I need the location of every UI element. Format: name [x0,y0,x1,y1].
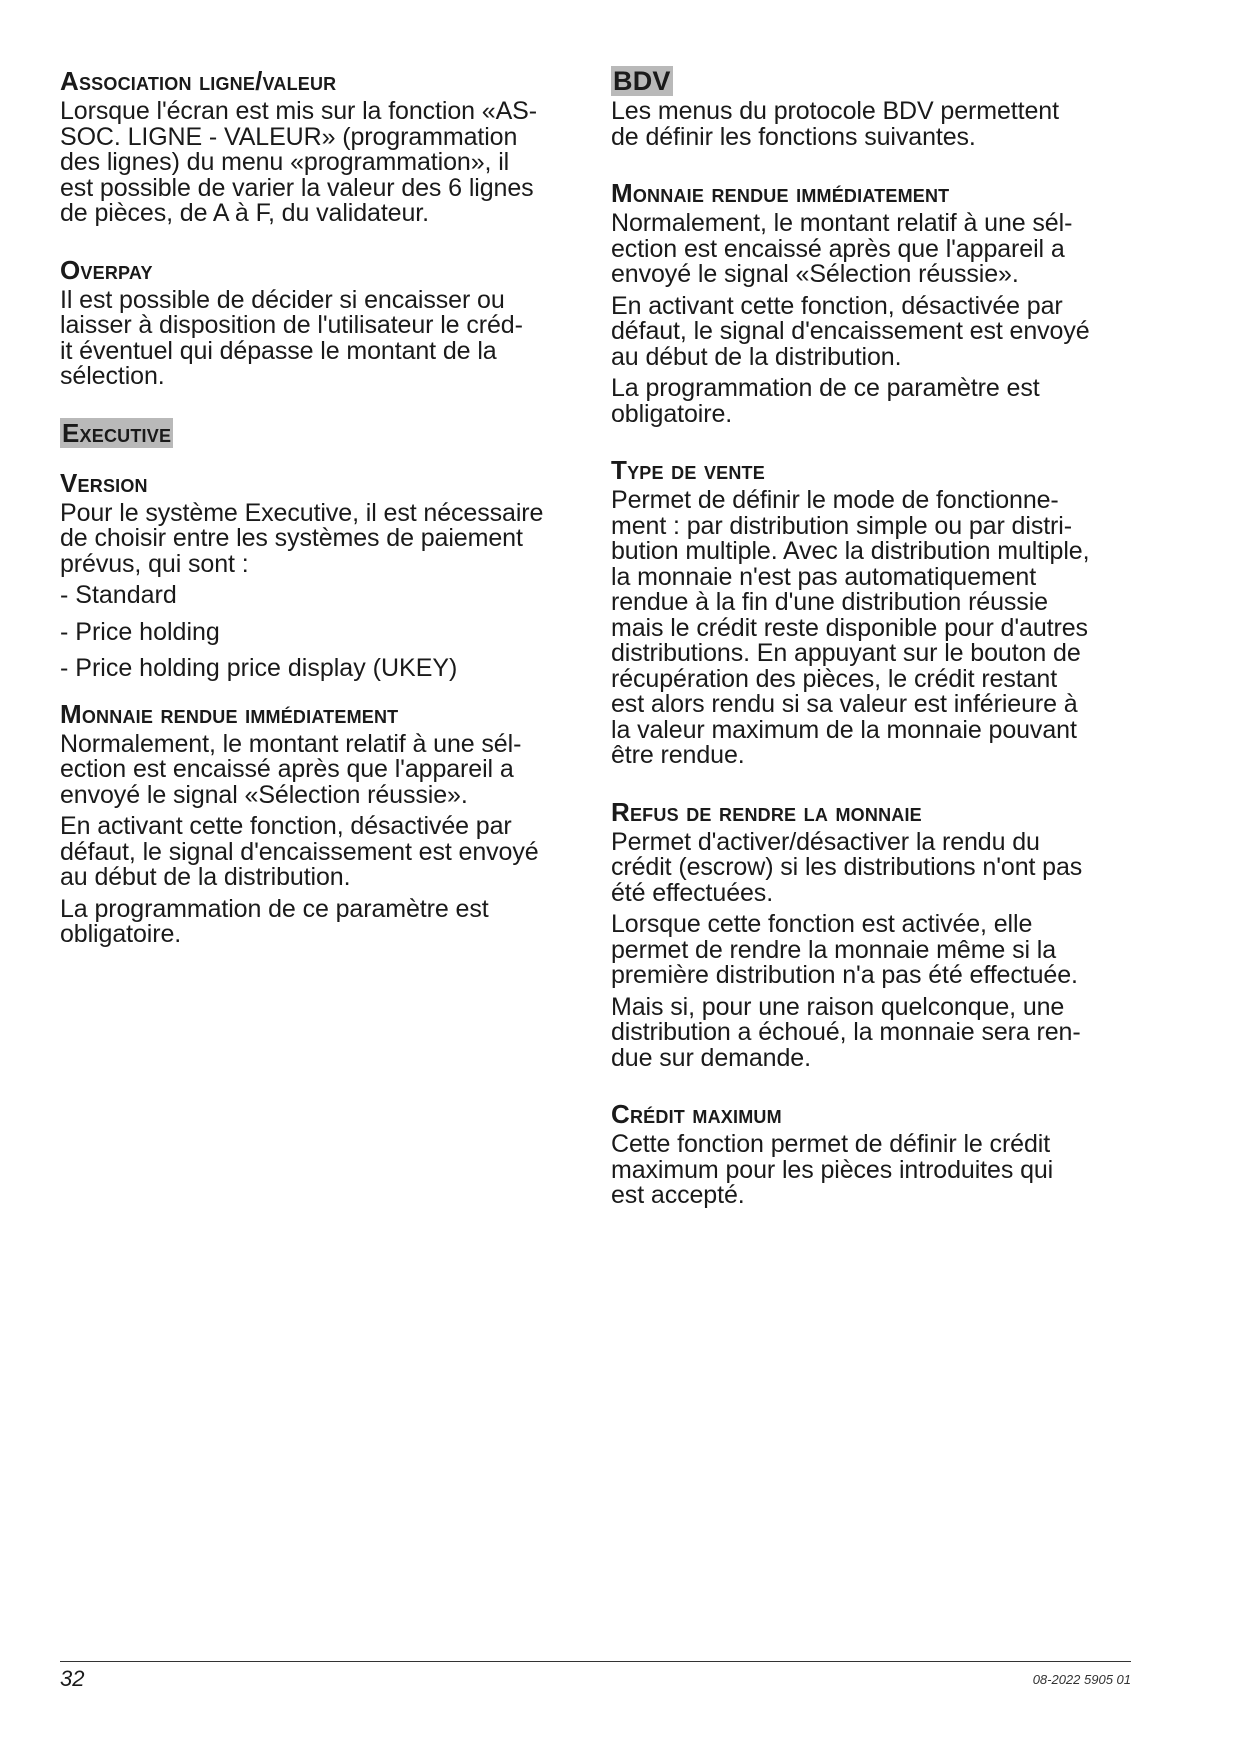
para-line: maximum pour les pièces introduites qui [611,1155,1054,1184]
para-line: bution multiple. Avec la distribution multiple, [611,537,1090,565]
para-line: défaut, le signal d'encaissement est envoyé [611,317,1090,345]
para-line: ection est encaissé après que l'appareil a [611,234,1065,263]
para-line: Lorsque l'écran est mis sur la fonction «AS- [60,97,537,125]
para-line: est alors rendu si sa valeur est inférieure à [611,690,1078,718]
para-line: première distribution n'a pas été effectuée. [611,961,1078,989]
list-item: - Price holding [60,617,220,646]
para-line: est accepté. [611,1181,745,1209]
para-line: la valeur maximum de la monnaie pouvant [611,715,1077,744]
para-line: distribution a échoué, la monnaie sera ren- [611,1018,1081,1046]
para-line: crédit (escrow) si les distributions n'ont pas [611,853,1083,881]
para-line: Il est possible de décider si encaisser ou [60,285,505,314]
para-line: sélection. [60,362,165,390]
para-line: it éventuel qui dépasse le montant de la [60,336,497,365]
para-line: Normalement, le montant relatif à une sél- [60,729,522,758]
list-item: - Standard [60,581,177,609]
para-line: laisser à disposition de l'utilisateur le créd- [60,311,523,339]
para-line: distributions. En appuyant sur le bouton de [611,639,1081,667]
heading-monnaie-left: Monnaie rendue immédiatement [60,698,399,729]
para-line: En activant cette fonction, désactivée par [60,812,512,840]
para-line: mais le crédit reste disponible pour d'autres [611,613,1088,642]
para-line: est possible de varier la valeur des 6 lignes [60,173,534,202]
para-line: La programmation de ce paramètre est [60,894,489,923]
para-line: Permet de définir le mode de fonctionne- [611,486,1059,514]
heading-type-vente: Type de vente [611,455,765,485]
para-line: de pièces, de A à F, du validateur. [60,199,429,227]
para-line: de choisir entre les systèmes de paiement [60,524,523,552]
para-line: rendue à la fin d'une distribution réussie [611,588,1048,616]
para-line: ection est encaissé après que l'appareil a [60,755,514,783]
heading-version: Version [60,467,148,498]
para-line: prévus, qui sont : [60,549,249,578]
para-line: Normalement, le montant relatif à une sél- [611,209,1073,237]
para-line: être rendue. [611,741,745,769]
para-line: obligatoire. [611,399,733,428]
heading-refus: Refus de rendre la monnaie [611,796,922,827]
para-line: au début de la distribution. [60,863,351,891]
footer-divider [60,1661,1131,1662]
right-column [611,66,1141,1209]
para-line: permet de rendre la monnaie même si la [611,935,1057,964]
para-line: été effectuées. [611,878,774,907]
heading-overpay: Overpay [60,254,153,285]
para-line: de définir les fonctions suivantes. [611,122,976,151]
para-line: Lorsque cette fonction est activée, elle [611,910,1033,938]
para-line: envoyé le signal «Sélection réussie». [60,780,468,809]
para-line: Permet d'activer/désactiver la rendu du [611,827,1040,856]
para-line: Cette fonction permet de définir le crédit [611,1130,1051,1158]
para-line: envoyé le signal «Sélection réussie». [611,260,1019,288]
para-line: Mais si, pour une raison quelconque, une [611,992,1065,1021]
para-line: au début de la distribution. [611,342,902,371]
para-line: obligatoire. [60,920,182,948]
para-line: défaut, le signal d'encaissement est envoyé [60,837,539,866]
page-number: 32 [60,1666,85,1691]
para-line: la monnaie n'est pas automatiquement [611,562,1037,591]
heading-credit-max: Crédit maximum [611,1099,782,1129]
list-item: - Price holding price display (UKEY) [60,654,458,682]
para-line: Pour le système Executive, il est nécessaire [60,498,544,527]
heading-monnaie-right: Monnaie rendue immédiatement [611,178,950,208]
heading-executive: Executive [62,417,172,448]
para-line: Les menus du protocole BDV permettent [611,97,1059,125]
para-line: En activant cette fonction, désactivée par [611,291,1063,320]
para-line: des lignes) du menu «programmation», il [60,148,510,176]
para-line: SOC. LIGNE - VALEUR» (programmation [60,122,518,151]
para-line: récupération des pièces, le crédit restant [611,664,1058,693]
heading-bdv: BDV [613,66,671,96]
heading-association: Association ligne/valeur [60,66,337,96]
document-code: 08-2022 5905 01 [1032,1672,1131,1687]
para-line: due sur demande. [611,1043,811,1072]
left-column [60,66,590,948]
para-line: La programmation de ce paramètre est [611,374,1040,402]
para-line: ment : par distribution simple ou par distri- [611,511,1072,540]
